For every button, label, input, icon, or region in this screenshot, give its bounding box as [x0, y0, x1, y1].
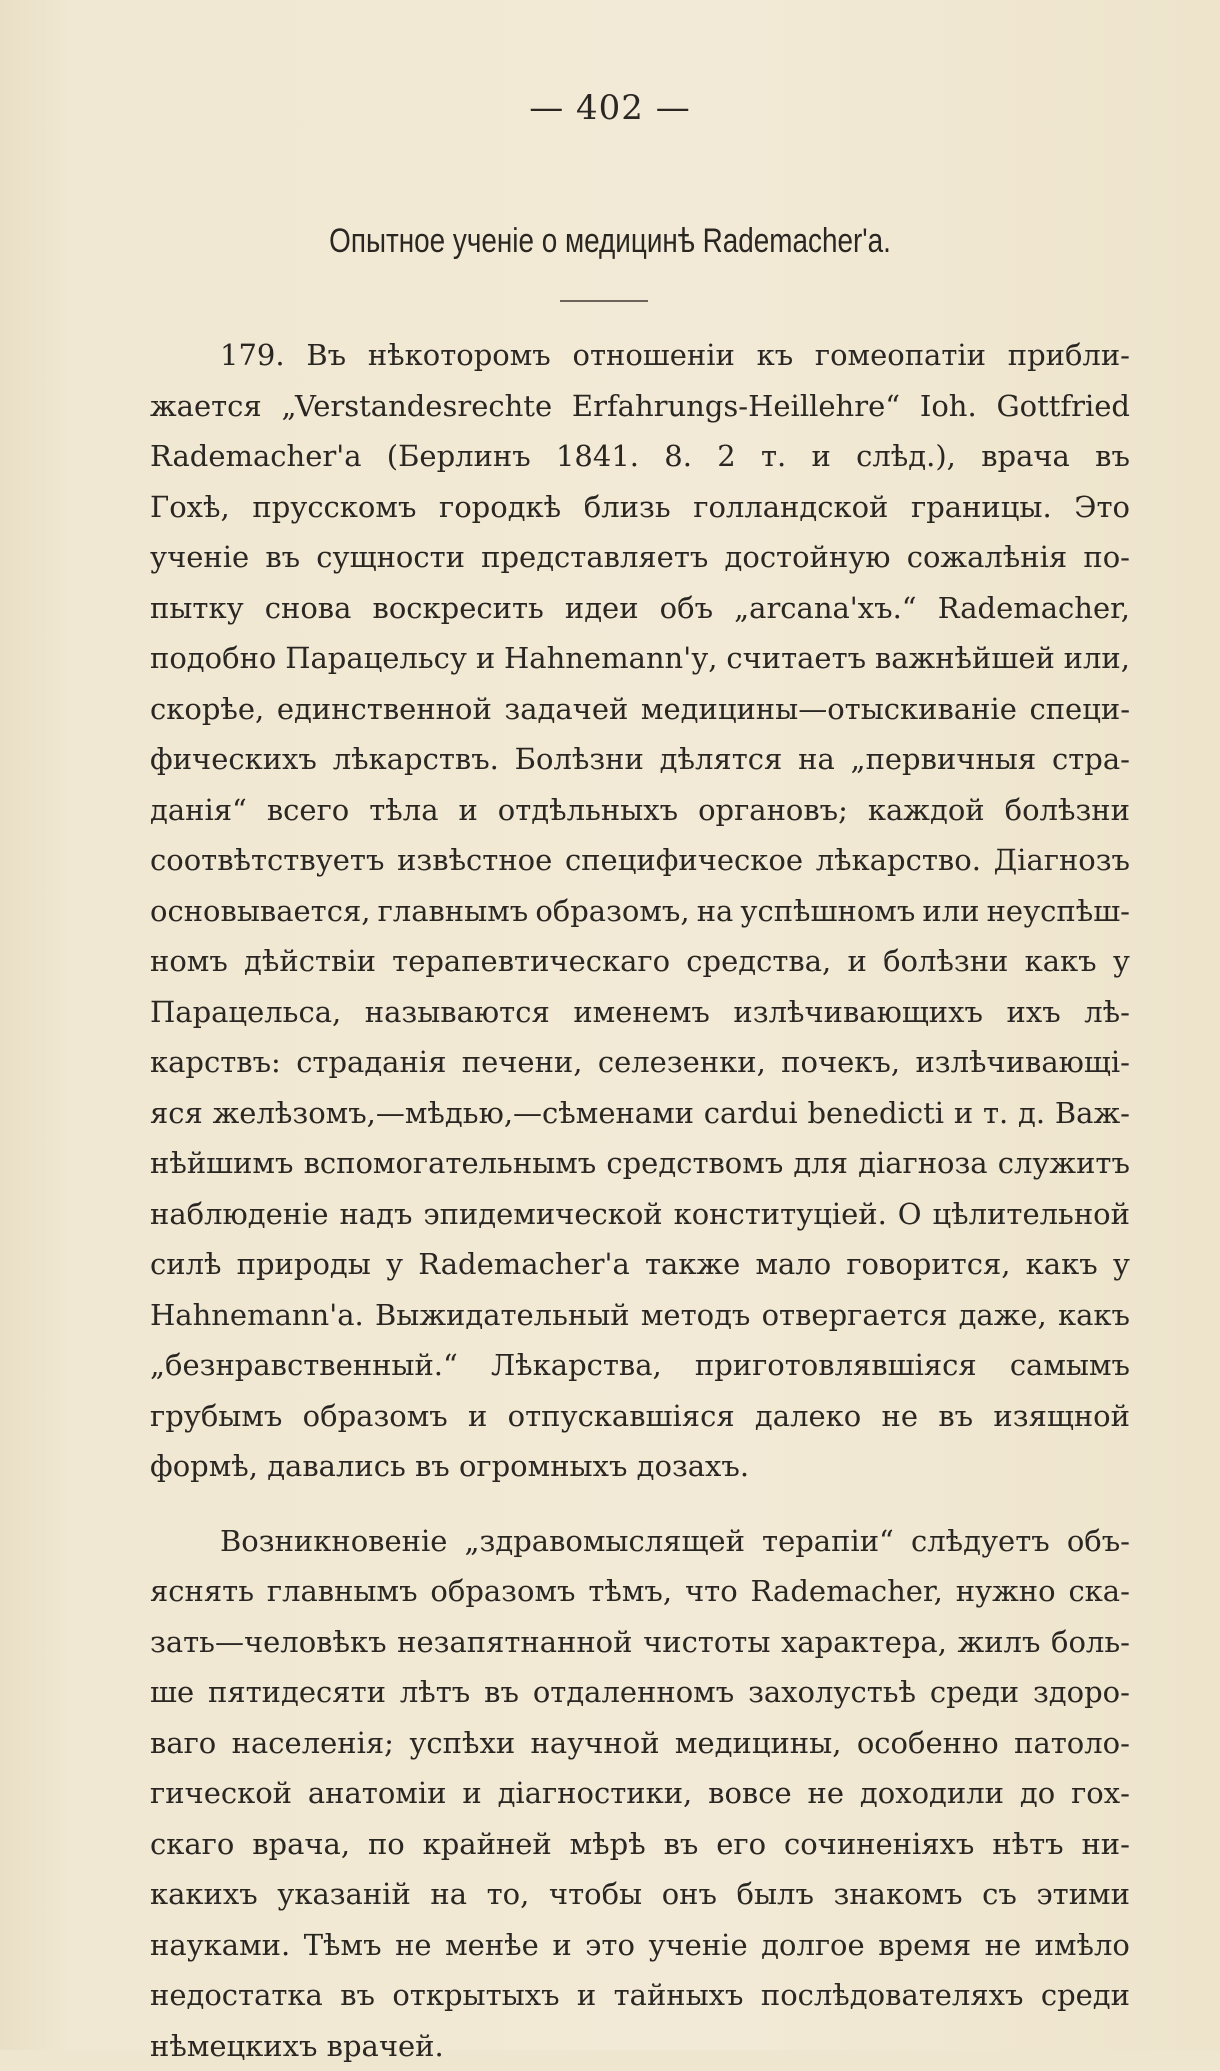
- text-line: наблюденіе надъ эпидемической конституціей. О цѣлительной: [150, 1189, 1130, 1240]
- text-line: науками. Тѣмъ не менѣе и это ученіе долгое время не имѣло: [150, 1920, 1130, 1971]
- text-line: нѣйшимъ вспомогательнымъ средствомъ для діагноза служитъ: [150, 1138, 1130, 1189]
- body-text: [150, 330, 1130, 2071]
- page-number: — 402 —: [0, 88, 1220, 128]
- text-line: гической анатоміи и діагностики, вовсе не доходили до гох-: [150, 1768, 1130, 1819]
- text-line: данія“ всего тѣла и отдѣльныхъ органовъ; каждой болѣзни: [150, 785, 1130, 836]
- text-line: жается „Verstandesrechte Erfahrungs-Heillehre“ Ioh. Gottfried: [150, 381, 1130, 432]
- text-line: силѣ природы у Rademacher'a также мало говорится, какъ у: [150, 1239, 1130, 1290]
- text-line: номъ дѣйствіи терапевтическаго средства, и болѣзни какъ у: [150, 936, 1130, 987]
- heading-divider: [560, 300, 648, 302]
- paragraph-2: [150, 1516, 1130, 2071]
- text-line: Rademacher'a (Берлинъ 1841. 8. 2 т. и слѣд.), врача въ: [150, 431, 1130, 482]
- text-line: соотвѣтствуетъ извѣстное специфическое лѣкарство. Діагнозъ: [150, 835, 1130, 886]
- text-line: зать—человѣкъ незапятнанной чистоты характера, жилъ боль-: [150, 1617, 1130, 1668]
- text-line: грубымъ образомъ и отпускавшіяся далеко не въ изящной: [150, 1391, 1130, 1442]
- text-line: подобно Парацельсу и Hahnemann'у, считаетъ важнѣйшей или,: [150, 633, 1130, 684]
- text-line: скорѣе, единственной задачей медицины—отыскиваніе специ-: [150, 684, 1130, 735]
- text-line: какихъ указаній на то, чтобы онъ былъ знакомъ съ этими: [150, 1869, 1130, 1920]
- text-line: „безнравственный.“ Лѣкарства, приготовлявшіяся самымъ: [150, 1340, 1130, 1391]
- text-line: пытку снова воскресить идеи объ „arcana'хъ.“ Rademacher,: [150, 583, 1130, 634]
- text-line: 179. Въ нѣкоторомъ отношеніи къ гомеопатіи прибли-: [150, 330, 1130, 381]
- text-line: яснять главнымъ образомъ тѣмъ, что Rademacher, нужно ска-: [150, 1566, 1130, 1617]
- text-line: нѣмецкихъ врачей.: [150, 2021, 1130, 2071]
- text-line: Возникновеніе „здравомыслящей терапіи“ слѣдуетъ объ-: [150, 1516, 1130, 1567]
- paragraph-gap: [150, 1492, 1130, 1516]
- text-line: ученіе въ сущности представляетъ достойную сожалѣнія по-: [150, 532, 1130, 583]
- section-heading-text: Опытное ученіе о медицинѣ Rademacher'a.: [329, 222, 891, 260]
- text-line: фическихъ лѣкарствъ. Болѣзни дѣлятся на „первичныя стра-: [150, 734, 1130, 785]
- text-line: Hahnemann'a. Выжидательный методъ отвергается даже, какъ: [150, 1290, 1130, 1341]
- text-line: карствъ: страданія печени, селезенки, почекъ, излѣчивающі-: [150, 1037, 1130, 1088]
- text-line: скаго врача, по крайней мѣрѣ въ его сочиненіяхъ нѣтъ ни-: [150, 1819, 1130, 1870]
- text-line: основывается, главнымъ образомъ, на успѣшномъ или неуспѣш-: [150, 886, 1130, 937]
- paragraph-1: [150, 330, 1130, 1492]
- text-line: Парацельса, называются именемъ излѣчивающихъ ихъ лѣ-: [150, 987, 1130, 1038]
- text-line: ше пятидесяти лѣтъ въ отдаленномъ захолустьѣ среди здоро-: [150, 1667, 1130, 1718]
- section-heading: [110, 222, 1110, 261]
- text-line: ваго населенія; успѣхи научной медицины, особенно патоло-: [150, 1718, 1130, 1769]
- text-line: Гохѣ, прусскомъ городкѣ близь голландской границы. Это: [150, 482, 1130, 533]
- text-line: недостатка въ открытыхъ и тайныхъ послѣдователяхъ среди: [150, 1970, 1130, 2021]
- text-line: формѣ, давались въ огромныхъ дозахъ.: [150, 1441, 1130, 1492]
- text-line: яся желѣзомъ,—мѣдью,—сѣменами cardui benedicti и т. д. Важ-: [150, 1088, 1130, 1139]
